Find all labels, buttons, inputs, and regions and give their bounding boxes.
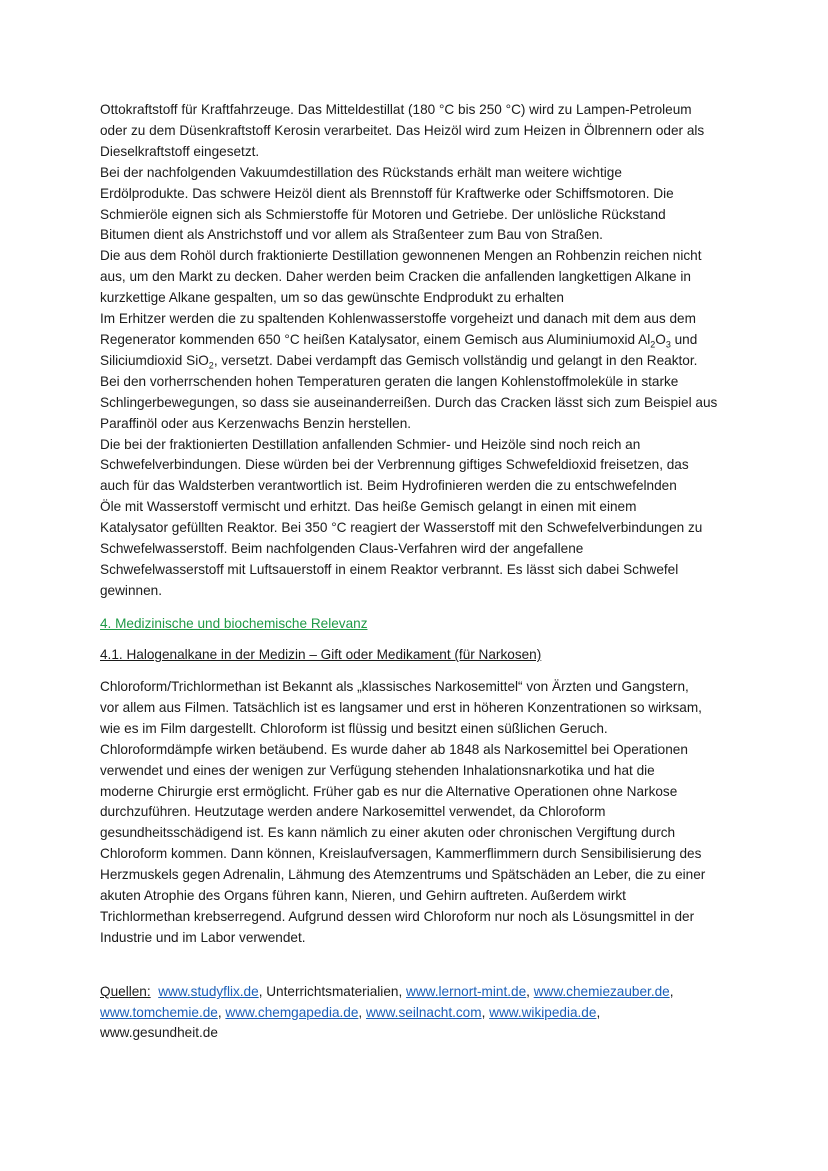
catalyst-o: O bbox=[655, 331, 666, 347]
text-line: Die aus dem Rohöl durch fraktionierte Destillation gewonnenen Mengen an Rohbenzin reichen nicht bbox=[100, 248, 702, 264]
text-line: Schlingerbewegungen, so dass sie auseinanderreißen. Durch das Cracken lässt sich zum Beispiel aus bbox=[100, 394, 718, 410]
text-line: Katalysator gefüllten Reaktor. Bei 350 °C reagiert der Wasserstoff mit den Schwefelverbindungen zu bbox=[100, 520, 703, 536]
sources-block bbox=[100, 982, 674, 1044]
sources-label: Quellen: bbox=[100, 984, 151, 999]
section-heading-4: 4. Medizinische und biochemische Relevanz bbox=[100, 616, 368, 631]
text-line: gesundheitsschädigend ist. Es kann nämlich zu einer akuten oder chronischen Vergiftung durch bbox=[100, 825, 676, 841]
link-wikipedia[interactable]: www.wikipedia.de bbox=[489, 1004, 597, 1020]
text-line: kurzkettige Alkane gespalten, um so das gewünschte Endprodukt zu erhalten bbox=[100, 290, 564, 306]
refinery-text-block bbox=[100, 100, 717, 602]
link-chemiezauber[interactable]: www.chemiezauber.de bbox=[533, 984, 670, 999]
subscript: 2 bbox=[650, 339, 656, 350]
separator: , bbox=[217, 1004, 226, 1020]
chloroform-text-block bbox=[100, 677, 705, 949]
text-line: akuten Atrophie des Organs führen kann, Nieren, und Gehirn auftreten. Außerdem wirkt bbox=[100, 888, 626, 904]
text-line: Trichlormethan krebserregend. Aufgrund dessen wird Chloroform nur noch als Lösungsmittel in der bbox=[100, 908, 695, 924]
text-line: Im Erhitzer werden die zu spaltenden Kohlenwasserstoffe vorgeheizt und danach mit dem aus dem bbox=[100, 311, 696, 327]
subsection-heading-4-1: 4.1. Halogenalkane in der Medizin – Gift oder Medikament (für Narkosen) bbox=[100, 647, 542, 662]
text-line: wie es im Film dargestellt. Chloroform ist flüssig und besitzt einen süßlichen Geruch. bbox=[100, 720, 608, 736]
silicon-text: Siliciumdioxid SiO bbox=[100, 352, 209, 368]
separator: , bbox=[669, 984, 674, 999]
subscript: 3 bbox=[665, 339, 671, 350]
sources-line-2 bbox=[100, 1003, 674, 1024]
text-line: Chloroformdämpfe wirken betäubend. Es wurde daher ab 1848 als Narkosemittel bei Operationen bbox=[100, 741, 688, 757]
text-line: Chloroform kommen. Dann können, Kreislaufversagen, Kammerflimmern durch Sensibilisierung des bbox=[100, 846, 702, 862]
text-line: Schwefelwasserstoff mit Luftsauerstoff in einem Reaktor verbrannt. Es lässt sich dabei Schwefel bbox=[100, 561, 679, 577]
sources-line-1 bbox=[100, 982, 674, 1003]
silicon-tail: , versetzt. Dabei verdampft das Gemisch vollständig und gelangt in den Reaktor. bbox=[213, 352, 698, 368]
text-line-silicon bbox=[100, 351, 717, 372]
text-line-catalyst bbox=[100, 330, 717, 351]
text-line: Bei der nachfolgenden Vakuumdestillation des Rückstands erhält man weitere wichtige bbox=[100, 164, 622, 180]
link-seilnacht[interactable]: www.seilnacht.com bbox=[365, 1004, 482, 1020]
separator: , bbox=[596, 1004, 601, 1020]
catalyst-tail: und bbox=[670, 331, 698, 347]
text-line: Die bei der fraktionierten Destillation anfallenden Schmier- und Heizöle sind noch reich an bbox=[100, 436, 641, 452]
text-line: Schmieröle eignen sich als Schmierstoffe für Motoren und Getriebe. Der unlösliche Rückstand bbox=[100, 206, 666, 222]
text-line: verwendet und eines der wenigen zur Verfügung stehenden Inhalationsnarkotika und hat die bbox=[100, 762, 655, 778]
text-line: vor allem aus Filmen. Tatsächlich ist es langsamer und erst in höheren Konzentrationen so wirksam, bbox=[100, 699, 702, 715]
text-line: Industrie und im Labor verwendet. bbox=[100, 929, 306, 945]
link-lernort-mint[interactable]: www.lernort-mint.de bbox=[406, 984, 527, 999]
link-tomchemie[interactable]: www.tomchemie.de bbox=[100, 1004, 218, 1020]
link-chemgapedia[interactable]: www.chemgapedia.de bbox=[225, 1004, 359, 1020]
text-line: Ottokraftstoff für Kraftfahrzeuge. Das Mitteldestillat (180 °C bis 250 °C) wird zu Lampen-Petroleum bbox=[100, 102, 692, 117]
text-line: Öle mit Wasserstoff vermischt und erhitzt. Das heiße Gemisch gelangt in einen mit einem bbox=[100, 499, 637, 515]
source-gesundheit: www.gesundheit.de bbox=[100, 1025, 218, 1041]
text-line: oder zu dem Düsenkraftstoff Kerosin verarbeitet. Das Heizöl wird zum Heizen in Ölbrennern oder als bbox=[100, 122, 705, 138]
text-line: Dieselkraftstoff eingesetzt. bbox=[100, 143, 260, 159]
separator: , bbox=[358, 1004, 366, 1020]
subscript: 2 bbox=[208, 360, 214, 371]
text-line: Paraffinöl oder aus Kerzenwachs Benzin herstellen. bbox=[100, 415, 412, 431]
text-line: Bitumen dient als Anstrichstoff und vor allem als Straßenteer zum Bau von Straßen. bbox=[100, 227, 603, 243]
sources-line-3 bbox=[100, 1023, 674, 1044]
text-line: durchzuführen. Heutzutage werden andere Narkosemittel verwendet, da Chloroform bbox=[100, 804, 606, 820]
separator: , bbox=[481, 1004, 490, 1020]
catalyst-text: Regenerator kommenden 650 °C heißen Katalysator, einem Gemisch aus Aluminiumoxid Al bbox=[100, 331, 651, 347]
text-line: auch für das Waldsterben verantwortlich ist. Beim Hydrofinieren werden die zu entschwefelnden bbox=[100, 478, 677, 494]
text-line: Schwefelwasserstoff. Beim nachfolgenden Claus-Verfahren wird der angefallene bbox=[100, 541, 584, 557]
text-line: Herzmuskels gegen Adrenalin, Lähmung des Atemzentrums und Spätschäden an Leber, die zu einer bbox=[100, 867, 706, 883]
separator: , Unterrichtsmaterialien, bbox=[258, 984, 407, 999]
link-studyflix[interactable]: www.studyflix.de bbox=[158, 984, 259, 999]
text-line: Bei den vorherrschenden hohen Temperaturen geraten die langen Kohlenstoffmoleküle in starke bbox=[100, 373, 679, 389]
text-line: gewinnen. bbox=[100, 582, 162, 598]
text-line: Chloroform/Trichlormethan ist Bekannt als „klassisches Narkosemittel“ von Ärzten und Gangstern, bbox=[100, 679, 689, 694]
text-line: moderne Chirurgie erst ermöglicht. Früher gab es nur die Alternative Operationen ohne Narkose bbox=[100, 783, 678, 799]
separator: , bbox=[526, 984, 534, 999]
text-line: Schwefelverbindungen. Diese würden bei der Verbrennung giftiges Schwefeldioxid freisetzen, das bbox=[100, 457, 689, 473]
text-line: Erdölprodukte. Das schwere Heizöl dient als Brennstoff für Kraftwerke oder Schiffsmotoren. Die bbox=[100, 185, 674, 201]
text-line: aus, um den Markt zu decken. Daher werden beim Cracken die anfallenden langkettigen Alkane in bbox=[100, 269, 691, 285]
